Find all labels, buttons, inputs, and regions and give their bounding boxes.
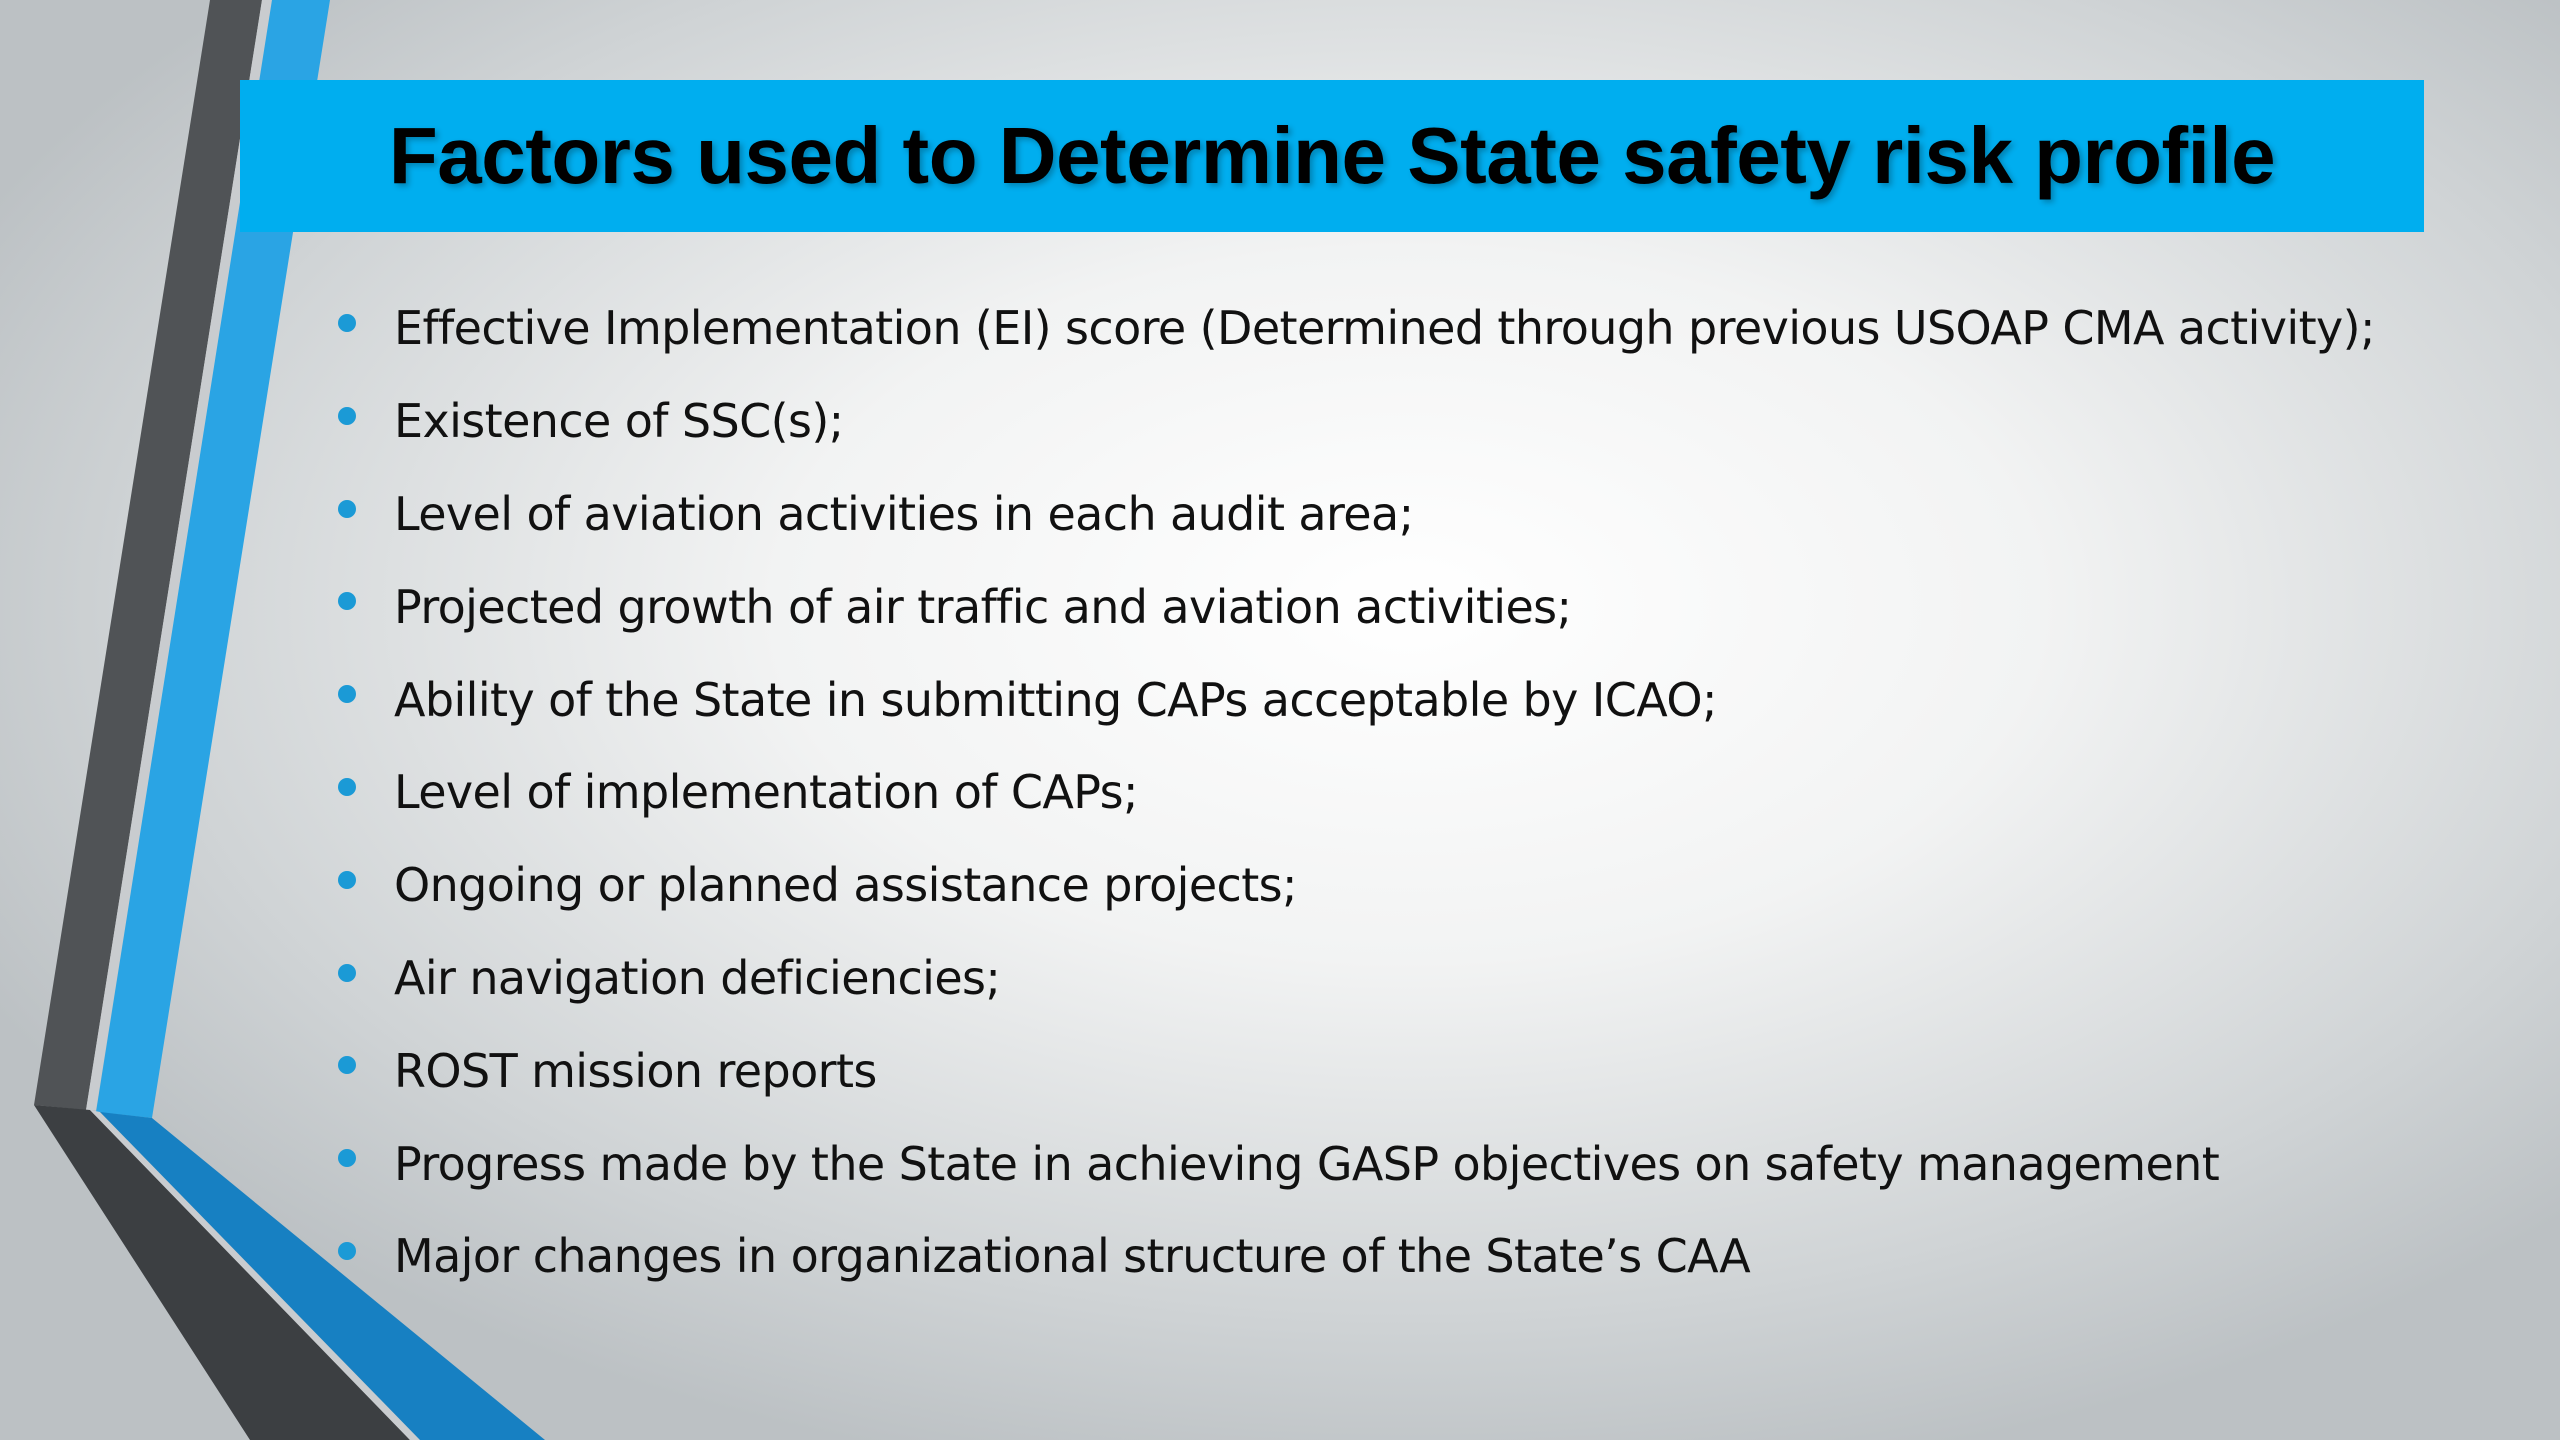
list-item (330, 1117, 2480, 1210)
list-item (330, 839, 2480, 932)
bullet-text: Major changes in organizational structure of the State’s CAA (394, 1229, 1751, 1284)
list-item (330, 560, 2480, 653)
bullet-text: Level of implementation of CAPs; (394, 765, 1138, 820)
bullet-dot-icon (338, 1149, 356, 1167)
bullet-text: ROST mission reports (394, 1043, 877, 1098)
list-item (330, 1024, 2480, 1117)
bullet-dot-icon (338, 407, 356, 425)
bullet-dot-icon (338, 1242, 356, 1260)
list-item (330, 653, 2480, 746)
bullet-text: Ongoing or planned assistance projects; (394, 858, 1297, 913)
bullet-dot-icon (338, 778, 356, 796)
title-bar (240, 80, 2424, 232)
bullet-dot-icon (338, 685, 356, 703)
bullet-text: Air navigation deficiencies; (394, 950, 1001, 1005)
bullet-dot-icon (338, 871, 356, 889)
bullet-dot-icon (338, 964, 356, 982)
bullet-text: Existence of SSC(s); (394, 394, 844, 449)
list-item (330, 375, 2480, 468)
bullet-text: Projected growth of air traffic and aviation activities; (394, 579, 1572, 634)
bullet-text: Level of aviation activities in each audit area; (394, 486, 1414, 541)
bullet-text: Ability of the State in submitting CAPs acceptable by ICAO; (394, 672, 1717, 727)
list-item (330, 932, 2480, 1025)
bullet-dot-icon (338, 592, 356, 610)
bullet-list (330, 282, 2480, 1303)
list-item (330, 282, 2480, 375)
bullet-dot-icon (338, 1056, 356, 1074)
bullet-dot-icon (338, 314, 356, 332)
list-item (330, 1210, 2480, 1303)
bullet-dot-icon (338, 500, 356, 518)
bullet-text: Progress made by the State in achieving GASP objectives on safety management (394, 1136, 2220, 1191)
slide-title: Factors used to Determine State safety risk profile (388, 111, 2276, 200)
list-item (330, 468, 2480, 561)
list-item (330, 746, 2480, 839)
bullet-text: Effective Implementation (EI) score (Determined through previous USOAP CMA activity); (394, 301, 2375, 356)
